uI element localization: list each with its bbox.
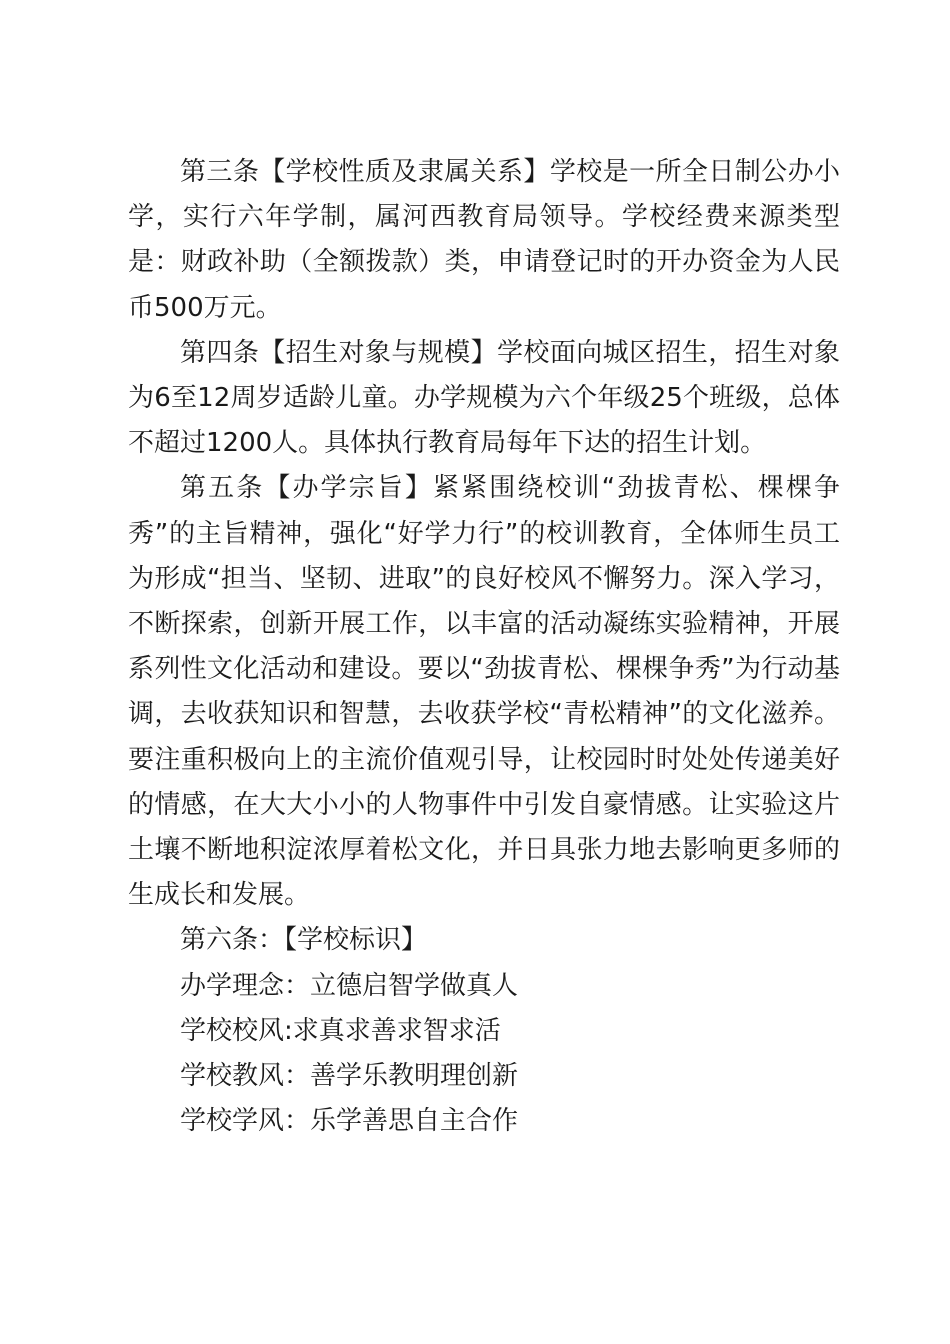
article-4-paragraph: 第四条【招生对象与规模】学校面向城区招生，招生对象为6至12周岁适龄儿童。办学规模为六个年级25个班级，总体不超过1200人。具体执行教育局每年下达的招生计划。 xyxy=(128,337,840,459)
document-body xyxy=(128,150,840,1144)
article-3-paragraph: 第三条【学校性质及隶属关系】学校是一所全日制公办小学，实行六年学制，属河西教育局领导。学校经费来源类型是：财政补助（全额拨款）类，申请登记时的开办资金为人民币500万元。 xyxy=(128,157,840,323)
study-style-line: 学校学风：乐学善思自主合作 xyxy=(180,1106,519,1137)
school-ethos-line: 学校校风:求真求善求智求活 xyxy=(180,1015,501,1046)
teaching-style-line: 学校教风：善学乐教明理创新 xyxy=(180,1061,519,1092)
article-5-paragraph: 第五条【办学宗旨】紧紧围绕校训“劲拔青松、棵棵争秀”的主旨精神，强化“好学力行”的校训教育，全体师生员工为形成“担当、坚韧、进取”的良好校风不懈努力。深入学习，不断探索，创新开展工作，以丰富的活动凝练实验精神，开展系列性文化活动和建设。要以“劲拔青松、棵棵争秀”为行动基调，去收获知识和智慧，去收获学校“青松精神”的文化滋养。要注重积极向上的主流价值观引导，让校园时时处处传递美好的情感，在大大小小的人物事件中引发自豪情感。让实验这片土壤不断地积淀浓厚着松文化，并日具张力地去影响更多师的生成长和发展。 xyxy=(128,473,840,911)
school-philosophy-line: 办学理念：立德启智学做真人 xyxy=(180,970,519,1001)
article-6-heading: 第六条：【学校标识】 xyxy=(180,925,428,956)
